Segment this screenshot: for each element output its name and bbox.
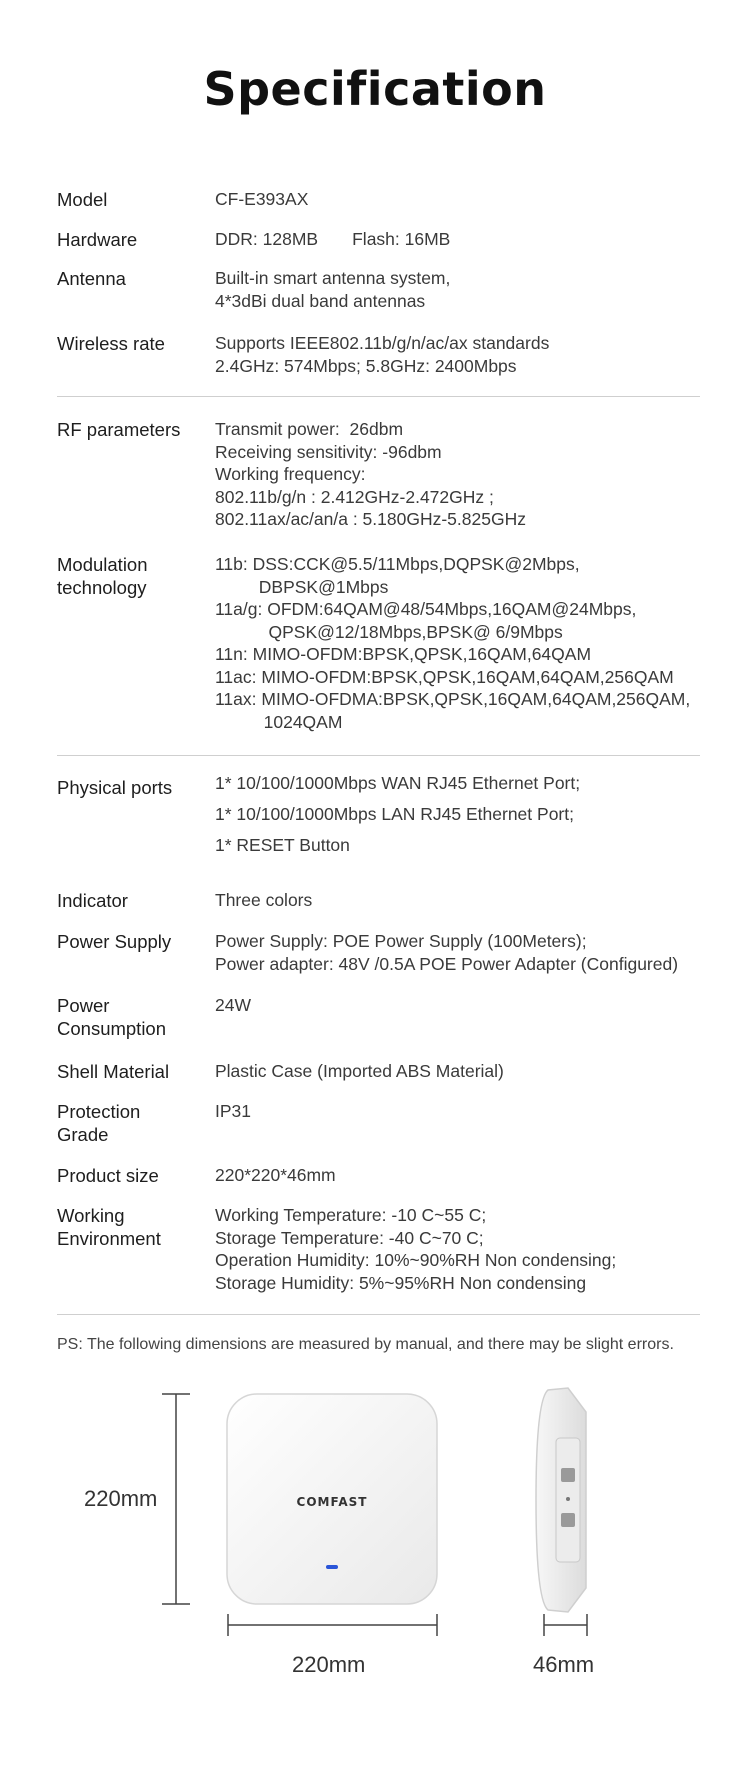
page-title: Specification [203,62,547,116]
spec-label: Indicator [57,890,128,911]
spec-label: Power Consumption [57,995,167,1039]
spec-label: Shell Material [57,1061,170,1082]
dimension-diagram [0,1380,750,1780]
spec-value: Built-in smart antenna system, 4*3dBi dual band antennas [215,268,451,311]
brand-logo: COMFAST [296,1495,368,1509]
height-label: 220mm [84,1486,158,1511]
width-label: 220mm [292,1652,366,1677]
spec-value: IP31 [215,1101,251,1121]
section-divider [57,1314,700,1315]
spec-label: Protection Grade [57,1101,141,1145]
height-dimension-line [162,1394,190,1604]
spec-value: DDR: 128MB Flash: 16MB [215,229,451,249]
spec-value: Working Temperature: -10 C~55 C; Storage Temperature: -40 C~70 C; Operation Humidity: 10%~90%RH Non condensing; Storage Humidity: 5%~95%RH Non condensing [215,1205,617,1293]
spec-value: 11b: DSS:CCK@5.5/11Mbps,DQPSK@2Mbps, DBPSK@1Mbps 11a/g: OFDM:64QAM@48/54Mbps,16QAM@24Mbps, QPSK@12/18Mbps,BPSK@ 6/9Mbps 11n: MIMO-OFDM:BPSK,QPSK,16QAM,64QAM 11ac: MIMO-OFDM:BPSK,QPSK,16QAM,64QAM,256QAM 11ax: MIMO-OFDMA:BPSK,QPSK,16QAM,64QAM,256QAM, 1024QAM [215,554,691,732]
spec-label: Model [57,189,108,210]
section-divider [57,396,700,397]
status-led [326,1565,338,1569]
spec-label: Product size [57,1165,159,1186]
spec-value: 24W [215,995,251,1015]
spec-label: RF parameters [57,419,181,440]
spec-value: CF-E393AX [215,189,309,209]
spec-value: Transmit power: 26dbm Receiving sensitivity: -96dbm Working frequency: 802.11b/g/n : 2.412GHz-2.472GHz ; 802.11ax/ac/an/a : 5.180GHz-5.825GHz [215,419,526,529]
section-divider [57,755,700,756]
spec-value: 1* 10/100/1000Mbps WAN RJ45 Ethernet Port; 1* 10/100/1000Mbps LAN RJ45 Ethernet Port; 1* RESET Button [215,773,581,855]
spec-value: Plastic Case (Imported ABS Material) [215,1061,504,1081]
spec-label: Antenna [57,268,126,289]
spec-value: Supports IEEE802.11b/g/n/ac/ax standards 2.4GHz: 574Mbps; 5.8GHz: 2400Mbps [215,333,550,376]
width-dimension-line [228,1614,437,1636]
spec-value: Power Supply: POE Power Supply (100Meters); Power adapter: 48V /0.5A POE Power Adapter (Configured) [215,931,679,974]
depth-label: 46mm [533,1652,595,1677]
depth-dimension-line [544,1614,587,1636]
ethernet-port-icon [561,1513,575,1527]
spec-label: Working Environment [57,1205,161,1249]
spec-label: Power Supply [57,931,172,952]
spec-label: Modulation technology [57,554,148,598]
device-illustration [0,1380,750,1780]
spec-label: Wireless rate [57,333,165,354]
spec-value: Three colors [215,890,313,910]
ethernet-port-icon [561,1468,575,1482]
spec-label: Physical ports [57,777,173,798]
spec-value: 220*220*46mm [215,1165,336,1185]
measurement-note: PS: The following dimensions are measured by manual, and there may be slight errors. [57,1336,674,1353]
device-side-view [536,1388,586,1612]
reset-button-icon [566,1497,570,1501]
spec-label: Hardware [57,229,138,250]
